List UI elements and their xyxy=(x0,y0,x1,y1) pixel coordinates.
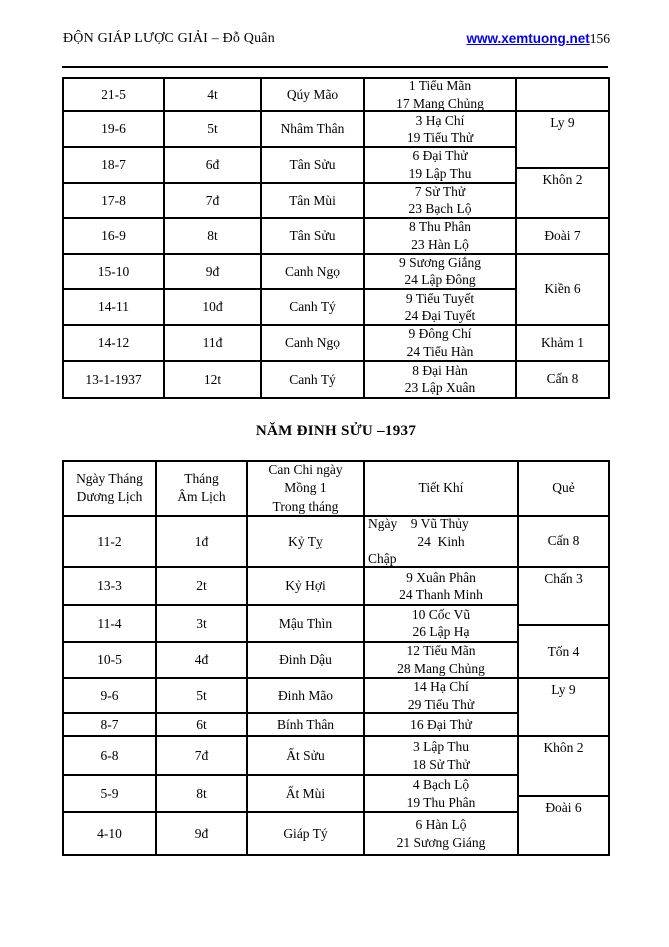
que-label: Ly 9 xyxy=(550,115,575,130)
tietkhi-line: 17 Mang Chủng xyxy=(396,95,484,110)
tietkhi-line: 19 Thu Phân xyxy=(406,794,476,810)
tietkhi-line: 7 Sử Thử xyxy=(414,183,466,199)
que-label: Ly 9 xyxy=(551,682,576,698)
table-row xyxy=(64,568,519,606)
table-row xyxy=(64,290,517,326)
tietkhi-line: 9 Tiểu Tuyết xyxy=(405,290,475,306)
tietkhi-cell xyxy=(365,776,519,811)
que-label: Kiền 6 xyxy=(544,281,581,297)
lunar-month-cell: 6t xyxy=(157,714,248,735)
canchi-day-cell: Canh Ngọ xyxy=(262,326,365,360)
tietkhi-line: 19 Tiểu Thử xyxy=(406,130,474,145)
solar-date-cell: 14-11 xyxy=(64,290,165,324)
solar-date-cell: 5-9 xyxy=(64,776,157,811)
lunar-month-cell: 8t xyxy=(157,776,248,811)
canchi-day-cell: Tân Sửu xyxy=(262,148,365,182)
table-row xyxy=(64,606,519,643)
que-header-cell xyxy=(519,462,608,517)
calendar-table-year-start xyxy=(62,77,610,399)
tietkhi-line: 24 Kinh xyxy=(417,533,465,549)
tietkhi-cell xyxy=(365,112,517,146)
table-row xyxy=(64,184,517,220)
lunar-month-cell: 9đ xyxy=(157,813,248,854)
tietkhi-line: 29 Tiểu Thử xyxy=(407,696,475,712)
table-row xyxy=(64,112,517,148)
solar-date-cell: 15-10 xyxy=(64,255,165,289)
que-column xyxy=(519,462,608,854)
que-label: Cấn 8 xyxy=(547,533,580,549)
que-cell xyxy=(517,362,608,397)
column-header-line: Quẻ xyxy=(552,480,575,496)
table-row xyxy=(64,517,519,569)
tietkhi-line: Chập xyxy=(368,551,397,567)
tietkhi-line: 8 Thu Phân xyxy=(408,219,471,235)
tietkhi-cell xyxy=(365,517,519,567)
que-label: Chấn 3 xyxy=(544,571,583,587)
tietkhi-line: 3 Lập Thu xyxy=(413,739,469,755)
year-section-heading: NĂM ĐINH SỬU –1937 xyxy=(255,423,417,439)
que-cell xyxy=(517,219,608,254)
lunar-month-cell: 3t xyxy=(157,606,248,641)
column-header-cell xyxy=(365,462,519,515)
tietkhi-cell xyxy=(365,737,519,774)
que-cell xyxy=(519,626,608,679)
column-header-cell xyxy=(248,462,365,515)
canchi-day-cell: Nhâm Thân xyxy=(262,112,365,146)
que-label: Cấn 8 xyxy=(546,371,579,387)
tietkhi-line: 3 Hạ Chí xyxy=(415,112,465,128)
tietkhi-line: 14 Hạ Chí xyxy=(413,679,469,695)
table-row xyxy=(64,813,519,854)
tietkhi-line: 24 Tiểu Hàn xyxy=(406,343,474,359)
canchi-day-cell: Canh Ngọ xyxy=(262,255,365,289)
solar-date-cell: 19-6 xyxy=(64,112,165,146)
canchi-day-cell: Đinh Mão xyxy=(248,679,365,712)
table-row xyxy=(64,643,519,680)
table-row xyxy=(64,255,517,291)
solar-date-cell: 13-3 xyxy=(64,568,157,604)
solar-date-cell: 14-12 xyxy=(64,326,165,360)
tietkhi-line: 19 Lập Thu xyxy=(408,165,472,181)
tietkhi-cell xyxy=(365,813,519,854)
solar-date-cell: 11-2 xyxy=(64,517,157,567)
lunar-month-cell: 12t xyxy=(165,362,262,397)
lunar-month-cell: 2t xyxy=(157,568,248,604)
que-cell xyxy=(519,517,608,569)
que-cell xyxy=(519,737,608,796)
canchi-day-cell: Mậu Thìn xyxy=(248,606,365,641)
tietkhi-line: 24 Lập Đông xyxy=(404,272,476,288)
solar-date-cell: 4-10 xyxy=(64,813,157,854)
tietkhi-line: Ngày 9 Vũ Thủy xyxy=(368,516,469,532)
tietkhi-cell xyxy=(365,606,519,641)
table-row xyxy=(64,326,517,362)
table-row xyxy=(64,219,517,254)
lunar-month-cell: 4đ xyxy=(157,643,248,678)
solar-date-cell: 17-8 xyxy=(64,184,165,218)
canchi-day-cell: Qúy Mão xyxy=(262,79,365,110)
canchi-day-cell: Canh Tý xyxy=(262,290,365,324)
header-divider xyxy=(62,66,608,68)
que-cell xyxy=(519,568,608,626)
tietkhi-line: 10 Cốc Vũ xyxy=(411,606,471,622)
que-label: Đoài 6 xyxy=(545,799,582,815)
column-header-line: Ngày Tháng xyxy=(76,470,143,486)
tietkhi-line: 23 Hàn Lộ xyxy=(411,236,469,252)
tietkhi-cell xyxy=(365,148,517,182)
lunar-month-cell: 5t xyxy=(165,112,262,146)
que-label: Đoài 7 xyxy=(544,227,581,243)
canchi-day-cell: Canh Tý xyxy=(262,362,365,397)
solar-date-cell: 8-7 xyxy=(64,714,157,735)
solar-date-cell: 16-9 xyxy=(64,219,165,252)
column-header-line: Mồng 1 xyxy=(284,480,327,496)
que-cell xyxy=(517,326,608,362)
tietkhi-cell xyxy=(365,643,519,678)
tietkhi-line: 1 Tiểu Mãn xyxy=(408,79,472,93)
canchi-day-cell: Bính Thân xyxy=(248,714,365,735)
tietkhi-line: 23 Bạch Lộ xyxy=(408,201,472,217)
tietkhi-line: 6 Đại Thử xyxy=(412,148,468,164)
tietkhi-line: 26 Lập Hạ xyxy=(412,624,470,640)
tietkhi-line: 9 Đông Chí xyxy=(408,326,472,342)
que-cell xyxy=(517,169,608,220)
solar-date-cell: 21-5 xyxy=(64,79,165,110)
canchi-day-cell: Kỷ Hợi xyxy=(248,568,365,604)
canchi-day-cell: Tân Mùi xyxy=(262,184,365,218)
table-main-columns xyxy=(64,462,519,854)
lunar-month-cell: 7đ xyxy=(165,184,262,218)
header-right xyxy=(466,30,610,48)
canchi-day-cell: Giáp Tý xyxy=(248,813,365,854)
canchi-day-cell: Ất Mùi xyxy=(248,776,365,811)
solar-date-cell: 11-4 xyxy=(64,606,157,641)
tietkhi-cell xyxy=(365,714,519,735)
tietkhi-line: 28 Mang Chủng xyxy=(397,660,485,676)
document-title: ĐỘN GIÁP LƯỢC GIẢI – Đỗ Quân xyxy=(63,31,275,46)
table-row xyxy=(64,714,519,737)
website-link[interactable]: www.xemtuong.net xyxy=(466,31,590,46)
que-cell xyxy=(517,255,608,326)
tietkhi-cell xyxy=(365,679,519,712)
calendar-table-dinh-suu-1937 xyxy=(62,460,610,856)
lunar-month-cell: 4t xyxy=(165,79,262,110)
tietkhi-cell xyxy=(365,568,519,604)
tietkhi-line: 12 Tiểu Mãn xyxy=(406,643,476,659)
tietkhi-line: 24 Thanh Minh xyxy=(399,587,483,603)
column-header-cell xyxy=(157,462,248,515)
que-label: Khảm 1 xyxy=(540,334,585,350)
solar-date-cell: 13-1-1937 xyxy=(64,362,165,397)
column-header-line: Tiết Khí xyxy=(418,480,464,496)
lunar-month-cell: 1đ xyxy=(157,517,248,567)
tietkhi-cell xyxy=(365,326,517,360)
column-header-line: Tháng xyxy=(184,470,219,486)
tietkhi-line: 16 Đại Thử xyxy=(410,716,472,732)
tietkhi-cell xyxy=(365,290,517,324)
lunar-month-cell: 10đ xyxy=(165,290,262,324)
lunar-month-cell: 5t xyxy=(157,679,248,712)
column-header-line: Dương Lịch xyxy=(76,489,143,505)
canchi-day-cell: Kỷ Tỵ xyxy=(248,517,365,567)
que-cell xyxy=(519,679,608,737)
tietkhi-line: 18 Sử Thử xyxy=(412,756,470,772)
que-label: Tốn 4 xyxy=(547,643,580,659)
table-main-columns xyxy=(64,79,517,397)
table-row xyxy=(64,737,519,776)
table-row xyxy=(64,79,517,112)
lunar-month-cell: 6đ xyxy=(165,148,262,182)
tietkhi-cell xyxy=(365,79,517,110)
solar-date-cell: 6-8 xyxy=(64,737,157,774)
que-column xyxy=(517,79,608,397)
que-cell xyxy=(517,112,608,169)
solar-date-cell: 10-5 xyxy=(64,643,157,678)
column-header-line: Trong tháng xyxy=(272,498,339,514)
table-row xyxy=(64,362,517,397)
tietkhi-cell xyxy=(365,255,517,289)
table-row xyxy=(64,776,519,813)
tietkhi-cell xyxy=(365,184,517,218)
solar-date-cell: 18-7 xyxy=(64,148,165,182)
que-cell xyxy=(519,797,608,854)
tietkhi-line: 21 Sương Giáng xyxy=(396,834,486,850)
canchi-day-cell: Tân Sửu xyxy=(262,219,365,252)
que-label: Khôn 2 xyxy=(543,740,584,756)
que-cell xyxy=(517,79,608,112)
canchi-day-cell: Ất Sửu xyxy=(248,737,365,774)
lunar-month-cell: 9đ xyxy=(165,255,262,289)
tietkhi-cell xyxy=(365,219,517,252)
tietkhi-line: 4 Bạch Lộ xyxy=(412,777,470,793)
lunar-month-cell: 7đ xyxy=(157,737,248,774)
column-header-line: Can Chi ngày xyxy=(268,462,343,477)
column-header-cell xyxy=(64,462,157,515)
table-header-row xyxy=(64,462,519,517)
tietkhi-line: 6 Hàn Lộ xyxy=(415,817,467,833)
tietkhi-line: 24 Đại Tuyết xyxy=(404,308,476,324)
table-row xyxy=(64,679,519,714)
lunar-month-cell: 8t xyxy=(165,219,262,252)
lunar-month-cell: 11đ xyxy=(165,326,262,360)
page-number: 156 xyxy=(589,31,610,46)
table-row xyxy=(64,148,517,184)
tietkhi-cell xyxy=(365,362,517,397)
solar-date-cell: 9-6 xyxy=(64,679,157,712)
canchi-day-cell: Đinh Dậu xyxy=(248,643,365,678)
tietkhi-line: 9 Sương Giắng xyxy=(399,254,481,270)
tietkhi-line: 9 Xuân Phân xyxy=(406,569,476,585)
tietkhi-line: 23 Lập Xuân xyxy=(404,380,476,396)
tietkhi-line: 8 Đại Hàn xyxy=(412,362,468,378)
column-header-line: Âm Lịch xyxy=(177,489,226,505)
que-label: Khôn 2 xyxy=(542,171,583,187)
